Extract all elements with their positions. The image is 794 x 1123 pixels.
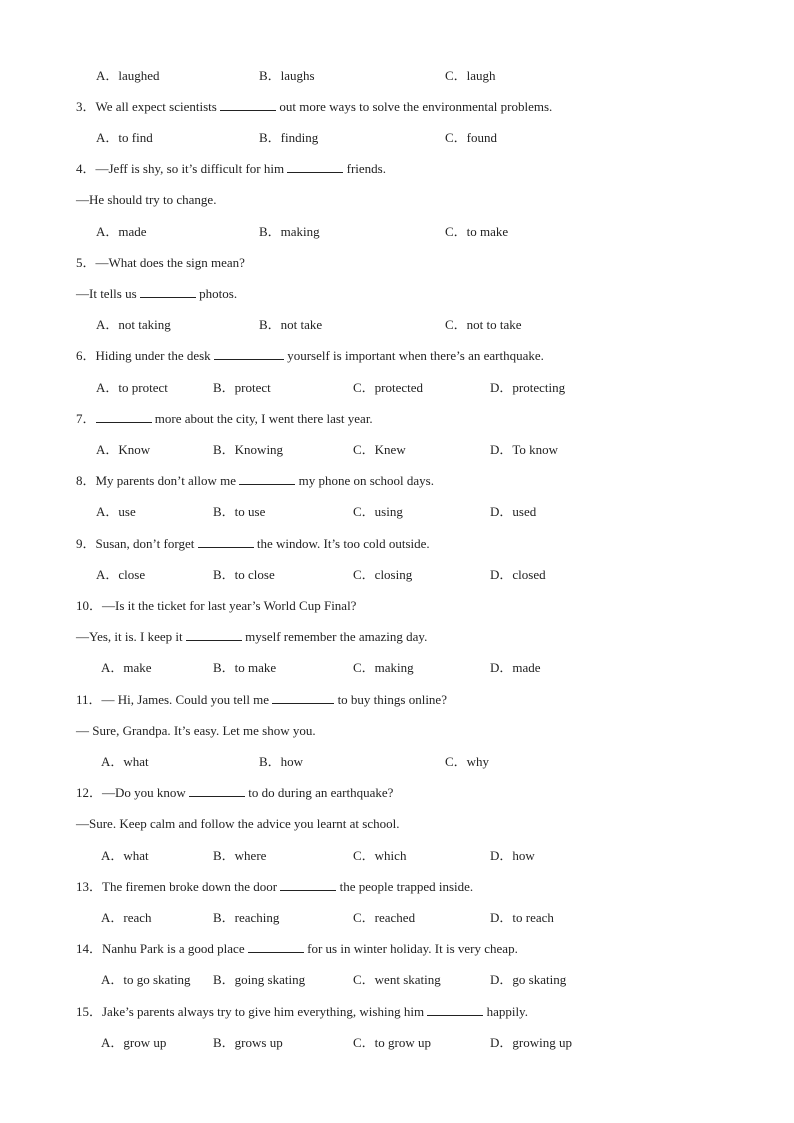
q4-text: 4．—Jeff is shy, so it’s difficult for him (76, 161, 288, 176)
q12-text: 12．—Do you know (76, 785, 190, 800)
q10-stem-line-2 (76, 628, 427, 646)
q9-option-c[interactable]: C．closing (353, 567, 413, 582)
q6-text: yourself is important when there’s an earthquake. (283, 348, 544, 363)
q7-text: 7． (76, 411, 96, 426)
q15-text: happily. (483, 1004, 528, 1019)
q4-stem-line-2 (76, 191, 216, 209)
q12-option-a[interactable]: A．what (101, 848, 149, 863)
q7-stem-line-1 (76, 410, 373, 428)
q9-stem-line-1 (76, 535, 430, 553)
q8-option-b[interactable]: B．to use (213, 504, 266, 519)
q9-option-d[interactable]: D．closed (490, 567, 546, 582)
q7-option-d[interactable]: D．To know (490, 442, 559, 457)
q4-option-a[interactable]: A．made (96, 224, 147, 239)
q8-option-d[interactable]: D．used (490, 504, 537, 519)
q3-option-b[interactable]: B．finding (259, 130, 319, 145)
q10-text: —Yes, it is. I keep it (76, 629, 186, 644)
q6-option-c[interactable]: C．protected (353, 380, 424, 395)
q14-option-b[interactable]: B．going skating (213, 972, 306, 987)
q12-option-c[interactable]: C．which (353, 848, 407, 863)
q2-option-c[interactable]: C．laugh (445, 68, 496, 83)
q7-option-c[interactable]: C．Knew (353, 442, 406, 457)
q15-text: 15．Jake’s parents always try to give him everything, wishing him (76, 1004, 428, 1019)
q11-text: 11．— Hi, James. Could you tell me (76, 692, 273, 707)
q6-option-a[interactable]: A．to protect (96, 380, 168, 395)
q3-text: out more ways to solve the environmental problems. (276, 99, 553, 114)
q11-answer-blank[interactable] (272, 691, 334, 704)
q8-text: 8．My parents don’t allow me (76, 473, 240, 488)
q8-stem-line-1 (76, 472, 434, 490)
q12-answer-blank[interactable] (189, 784, 245, 797)
q3-stem-line-1 (76, 98, 552, 116)
q5-stem-line-1 (76, 254, 245, 272)
q2-option-a[interactable]: A．laughed (96, 68, 160, 83)
q11-option-c[interactable]: C．why (445, 754, 490, 769)
q8-text: my phone on school days. (295, 473, 434, 488)
q14-stem-line-1 (76, 940, 518, 958)
q15-answer-blank[interactable] (427, 1003, 483, 1016)
q12-stem-line-1 (76, 784, 393, 802)
q4-options (0, 223, 794, 241)
q4-answer-blank[interactable] (287, 160, 343, 173)
q10-option-d[interactable]: D．made (490, 660, 541, 675)
q14-options (0, 971, 794, 989)
q12-option-b[interactable]: B．where (213, 848, 267, 863)
q5-text: 5．—What does the sign mean? (76, 255, 245, 270)
q13-answer-blank[interactable] (280, 878, 336, 891)
q10-option-a[interactable]: A．make (101, 660, 152, 675)
q9-answer-blank[interactable] (198, 535, 254, 548)
q15-options (0, 1034, 794, 1052)
q8-options (0, 503, 794, 521)
q13-options (0, 909, 794, 927)
q2-options (0, 67, 794, 85)
q5-option-c[interactable]: C．not to take (445, 317, 522, 332)
q12-stem-line-2 (76, 815, 399, 833)
q15-option-d[interactable]: D．growing up (490, 1035, 572, 1050)
q3-answer-blank[interactable] (220, 98, 276, 111)
q9-option-a[interactable]: A．close (96, 567, 146, 582)
q5-answer-blank[interactable] (140, 285, 196, 298)
q11-text: to buy things online? (334, 692, 447, 707)
q11-stem-line-2 (76, 722, 316, 740)
q12-options (0, 847, 794, 865)
q12-text: to do during an earthquake? (245, 785, 394, 800)
q5-option-a[interactable]: A．not taking (96, 317, 171, 332)
q6-option-b[interactable]: B．protect (213, 380, 271, 395)
q4-option-c[interactable]: C．to make (445, 224, 509, 239)
q3-option-c[interactable]: C．found (445, 130, 498, 145)
q5-text: photos. (195, 286, 238, 301)
q3-option-a[interactable]: A．to find (96, 130, 153, 145)
q9-text: the window. It’s too cold outside. (253, 536, 430, 551)
q10-stem-line-1 (76, 597, 356, 615)
q7-option-b[interactable]: B．Knowing (213, 442, 284, 457)
q15-stem-line-1 (76, 1003, 528, 1021)
q11-option-a[interactable]: A．what (101, 754, 149, 769)
q3-text: 3．We all expect scientists (76, 99, 221, 114)
q14-option-d[interactable]: D．go skating (490, 972, 567, 987)
q5-option-b[interactable]: B．not take (259, 317, 323, 332)
q14-text: 14．Nanhu Park is a good place (76, 941, 248, 956)
q8-answer-blank[interactable] (239, 472, 295, 485)
q13-stem-line-1 (76, 878, 473, 896)
q14-option-c[interactable]: C．went skating (353, 972, 441, 987)
q14-answer-blank[interactable] (248, 940, 304, 953)
q10-text: myself remember the amazing day. (241, 629, 428, 644)
q10-option-c[interactable]: C．making (353, 660, 414, 675)
q7-options (0, 441, 794, 459)
q13-text: the people trapped inside. (336, 879, 474, 894)
q4-stem-line-1 (76, 160, 386, 178)
q15-option-a[interactable]: A．grow up (101, 1035, 167, 1050)
q4-option-b[interactable]: B．making (259, 224, 320, 239)
q8-option-c[interactable]: C．using (353, 504, 403, 519)
q11-option-b[interactable]: B．how (259, 754, 304, 769)
q13-option-d[interactable]: D．to reach (490, 910, 554, 925)
q12-option-d[interactable]: D．how (490, 848, 535, 863)
q5-text: —It tells us (76, 286, 140, 301)
q15-option-c[interactable]: C．to grow up (353, 1035, 432, 1050)
q8-option-a[interactable]: A．use (96, 504, 136, 519)
q7-answer-blank[interactable] (96, 410, 152, 423)
q6-option-d[interactable]: D．protecting (490, 380, 566, 395)
q13-option-a[interactable]: A．reach (101, 910, 152, 925)
q15-option-b[interactable]: B．grows up (213, 1035, 283, 1050)
q6-options (0, 379, 794, 397)
q13-option-b[interactable]: B．reaching (213, 910, 280, 925)
q2-option-b[interactable]: B．laughs (259, 68, 315, 83)
q10-options (0, 659, 794, 677)
q14-option-a[interactable]: A．to go skating (101, 972, 191, 987)
q6-answer-blank[interactable] (214, 347, 284, 360)
q10-text: 10．—Is it the ticket for last year’s World Cup Final? (76, 598, 357, 613)
q11-stem-line-1 (76, 691, 447, 709)
q10-option-b[interactable]: B．to make (213, 660, 277, 675)
q10-answer-blank[interactable] (186, 628, 242, 641)
q11-text: — Sure, Grandpa. It’s easy. Let me show you. (76, 723, 316, 738)
q9-options (0, 566, 794, 584)
q12-text: —Sure. Keep calm and follow the advice you learnt at school. (76, 816, 400, 831)
q14-text: for us in winter holiday. It is very cheap. (303, 941, 518, 956)
q11-options (0, 753, 794, 771)
q13-option-c[interactable]: C．reached (353, 910, 416, 925)
q5-stem-line-2 (76, 285, 237, 303)
q13-text: 13．The firemen broke down the door (76, 879, 281, 894)
q4-text: friends. (343, 161, 386, 176)
q3-options (0, 129, 794, 147)
q7-option-a[interactable]: A．Know (96, 442, 151, 457)
q6-stem-line-1 (76, 347, 544, 365)
q4-text: —He should try to change. (76, 192, 217, 207)
q7-text: more about the city, I went there last year. (151, 411, 373, 426)
q5-options (0, 316, 794, 334)
q9-option-b[interactable]: B．to close (213, 567, 275, 582)
q9-text: 9．Susan, don’t forget (76, 536, 198, 551)
q6-text: 6．Hiding under the desk (76, 348, 214, 363)
